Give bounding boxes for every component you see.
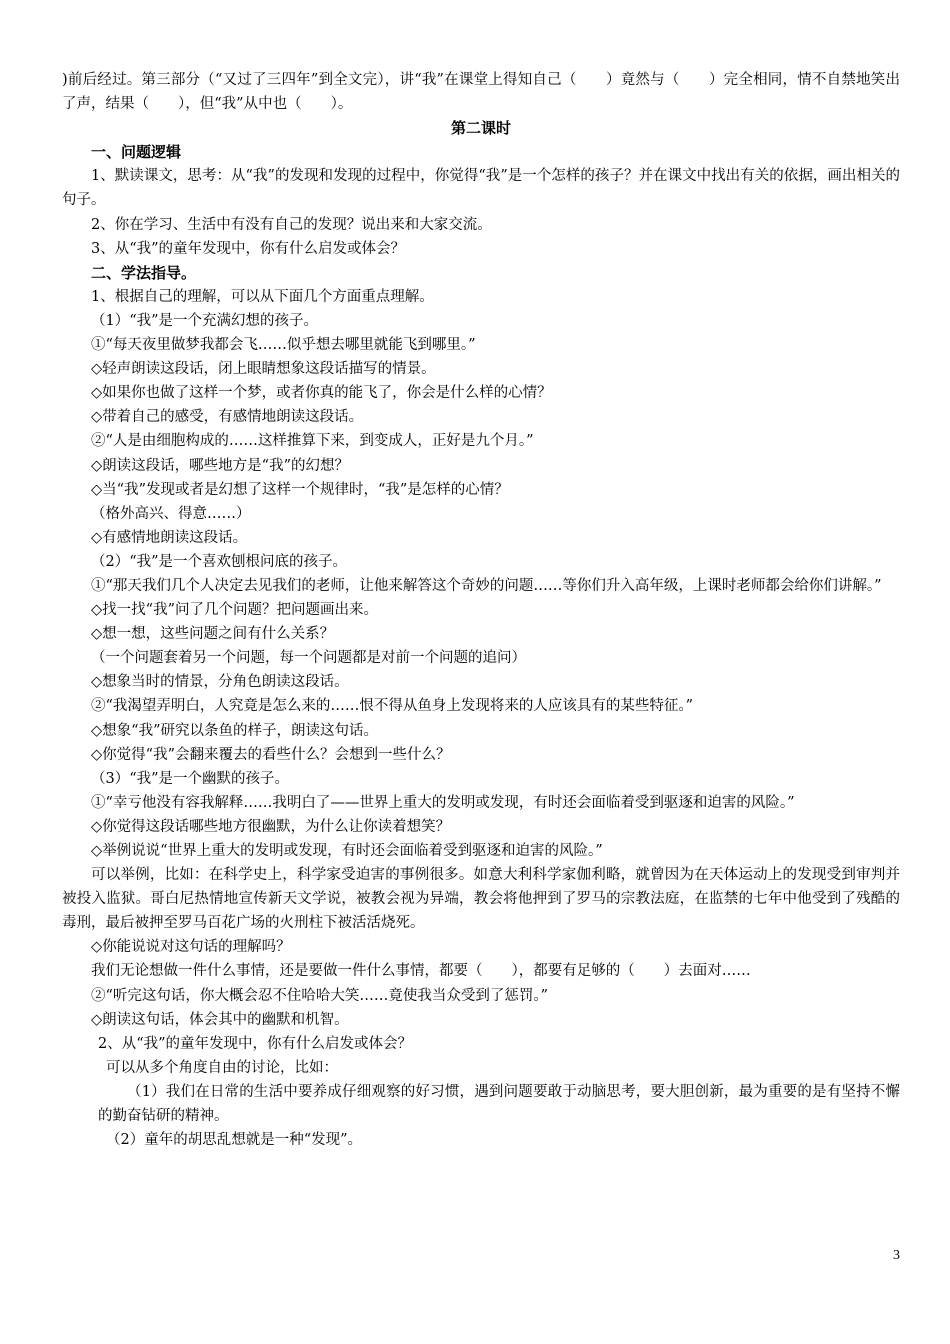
paragraph: ◇朗读这句话，体会其中的幽默和机智。 — [91, 1011, 349, 1028]
paragraph: 2、从“我”的童年发现中，你有什么启发或体会？ — [98, 1035, 413, 1052]
paragraph: 可以举例，比如：在科学史上，科学家受迫害的事例很多。如意大利科学家伽利略，就曾因为在天体运动上的发现受到审判并被投入监狱。哥白尼热情地宣传新天文学说，被教会视为异端，教会将他押到了罗马的宗教法庭，在监禁的七年中他受到了残酷的毒刑，最后被押至罗马百花广场的火刑柱下被活活烧死。 — [62, 867, 900, 932]
paragraph: ◇如果你也做了这样一个梦，或者你真的能飞了，你会是什么样的心情？ — [91, 385, 552, 402]
paragraph: ◇想象“我”研究以条鱼的样子，朗读这句话。 — [91, 722, 378, 739]
paragraph: ◇举例说说“世界上重大的发明或发现，有时还会面临着受到驱逐和迫害的风险。” — [91, 843, 603, 859]
paragraph: )前后经过。第三部分（“又过了三四年”到全文完），讲“我”在课堂上得知自己（ ）竟然与（ ）完全相同，情不自禁地笑出了声，结果（ ），但“我”从中也（ ）。 — [62, 72, 900, 113]
paragraph: ◇当“我”发现或者是幻想了这样一个规律时，“我”是怎样的心情？ — [91, 481, 509, 498]
paragraph: ◇带着自己的感受，有感情地朗读这段话。 — [91, 409, 364, 426]
paragraph: （2）“我”是一个喜欢刨根问底的孩子。 — [91, 553, 348, 570]
paragraph: （一个问题套着另一个问题，每一个问题都是对前一个问题的追问） — [91, 650, 526, 667]
paragraph: ①“每天夜里做梦我都会飞……似乎想去哪里就能飞到哪里。” — [91, 337, 476, 354]
paragraph: ◇想象当时的情景，分角色朗读这段话。 — [91, 674, 349, 691]
document-body — [62, 68, 900, 1152]
paragraph: ◇你能说说对这句话的理解吗？ — [91, 939, 291, 956]
paragraph: ◇有感情地朗读这段话。 — [91, 529, 248, 546]
paragraph: （1）我们在日常的生活中要养成仔细观察的好习惯，遇到问题要敢于动脑思考，要大胆创新，最为重要的是有坚持不懈的勤奋钻研的精神。 — [98, 1083, 900, 1125]
paragraph: ◇你觉得“我”会翻来覆去的看些什么？会想到一些什么？ — [91, 746, 451, 763]
paragraph: 我们无论想做一件什么事情，还是要做一件什么事情，都要（ ），都要有足够的（ ）去面对…… — [91, 963, 751, 980]
paragraph: 1、根据自己的理解，可以从下面几个方面重点理解。 — [91, 288, 434, 305]
paragraph: ②“听完这句话，你大概会忍不住哈哈大笑……竟使我当众受到了惩罚。” — [91, 987, 549, 1004]
paragraph: ◇找一找“我”问了几个问题？把问题画出来。 — [91, 602, 378, 619]
paragraph: 2、你在学习、生活中有没有自己的发现？说出来和大家交流。 — [91, 216, 492, 233]
paragraph: ①“那天我们几个人决定去见我们的老师，让他来解答这个奇妙的问题……等你们升入高年级，上课时老师都会给你们讲解。” — [91, 577, 882, 594]
paragraph: （3）“我”是一个幽默的孩子。 — [91, 770, 290, 787]
section-heading: 第二课时 — [450, 119, 511, 138]
paragraph: ◇你觉得这段话哪些地方很幽默，为什么让你读着想笑？ — [91, 818, 451, 835]
paragraph: ①“幸亏他没有容我解释……我明白了——世界上重大的发明或发现，有时还会面临着受到驱逐和迫害的风险。” — [91, 794, 795, 811]
paragraph: 3、从“我”的童年发现中，你有什么启发或体会？ — [91, 240, 406, 257]
paragraph: （1）“我”是一个充满幻想的孩子。 — [91, 312, 319, 329]
paragraph: ◇轻声朗读这段话，闭上眼睛想象这段话描写的情景。 — [91, 361, 436, 378]
page-number: 3 — [893, 1248, 900, 1263]
paragraph: 1、默读课文，思考：从“我”的发现和发现的过程中，你觉得“我”是一个怎样的孩子？并在课文中找出有关的依据，画出相关的句子。 — [62, 168, 900, 209]
paragraph: ◇朗读这段话，哪些地方是“我”的幻想？ — [91, 457, 349, 474]
paragraph: ◇想一想，这些问题之间有什么关系？ — [91, 626, 335, 643]
paragraph: （格外高兴、得意……） — [91, 505, 251, 522]
paragraph: ②“我渴望弄明白，人究竟是怎么来的……恨不得从鱼身上发现将来的人应该具有的某些特征。” — [91, 698, 694, 715]
paragraph: （2）童年的胡思乱想就是一种“发现”。 — [106, 1132, 363, 1149]
section-heading: 一、问题逻辑 — [91, 143, 182, 162]
paragraph: ②“人是由细胞构成的……这样推算下来，到变成人，正好是九个月。” — [91, 433, 534, 450]
paragraph: 可以从多个角度自由的讨论，比如： — [106, 1059, 338, 1076]
section-heading: 二、学法指导。 — [91, 263, 197, 282]
